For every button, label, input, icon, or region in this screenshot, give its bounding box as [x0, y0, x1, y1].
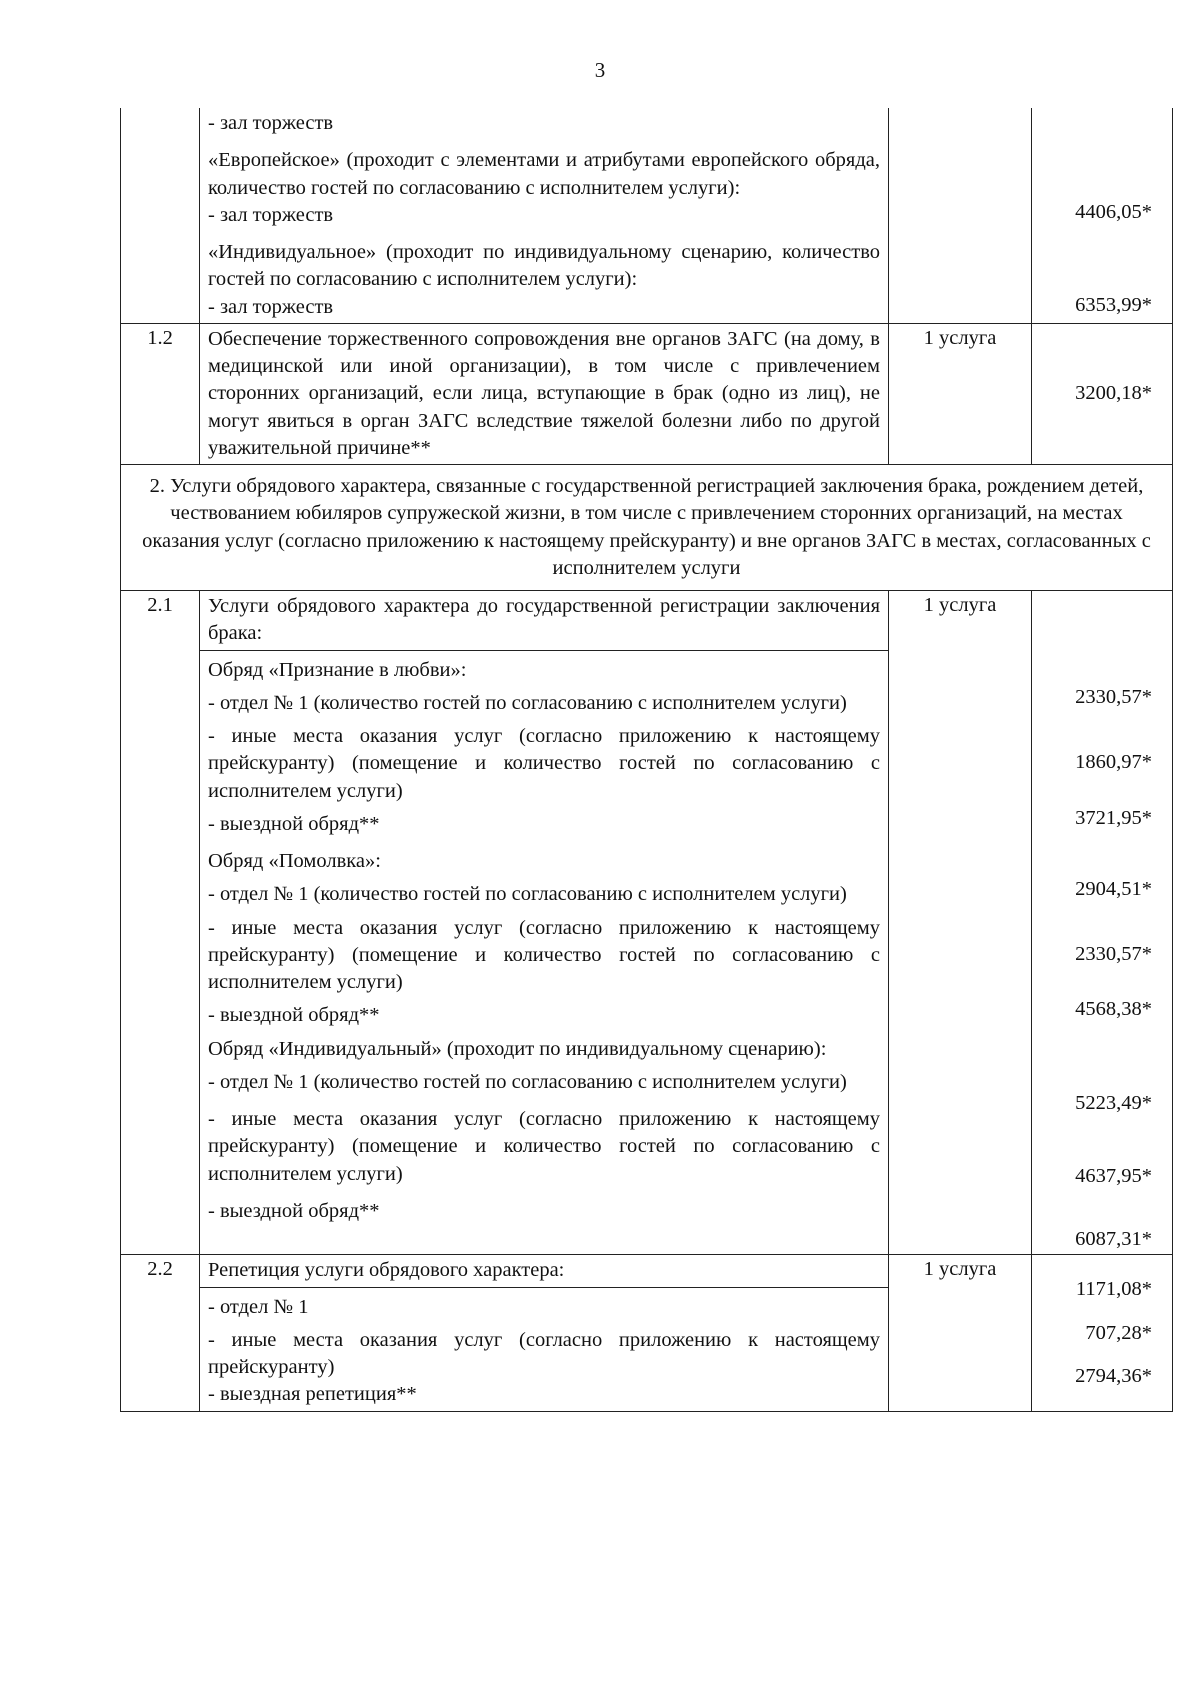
row-number-cell: 2.2	[121, 1255, 200, 1411]
unit-cell: 1 услуга	[889, 323, 1032, 464]
price-value: 2904,51*	[1075, 877, 1152, 900]
price-value: 2330,57*	[1075, 943, 1152, 965]
list-item: Обряд «Индивидуальный» (проходит по индивидуальному сценарию):	[208, 1037, 827, 1060]
list-item: - выездной обряд**	[208, 1199, 380, 1222]
price-value: 6353,99*	[1075, 294, 1152, 317]
price-value: 4637,95*	[1075, 1164, 1152, 1187]
row-number-cell	[121, 108, 200, 323]
unit-cell: 1 услуга	[889, 1255, 1032, 1411]
table-row	[121, 323, 1173, 464]
list-item: - зал торжеств	[208, 112, 334, 134]
table-row	[121, 1255, 1173, 1411]
price-value: 4568,38*	[1075, 998, 1152, 1021]
list-item: - зал торжеств	[208, 203, 334, 226]
price-cell	[1032, 108, 1173, 323]
list-item: «Индивидуальное» (проходит по индивидуальному сценарию, количество гостей по согласованию с исполнителем услуги):	[208, 241, 880, 291]
table-row	[121, 591, 1173, 1255]
row-number-cell: 2.1	[121, 591, 200, 1255]
list-item: - выездной обряд**	[208, 1004, 380, 1027]
list-item: «Европейское» (проходит с элементами и атрибутами европейского обряда, количество гостей по согласованию с исполнителем услуги):	[208, 149, 880, 199]
section-heading: 2. Услуги обрядового характера, связанные с государственной регистрацией заключения брака, рождением детей, чествованием юбиляров супружеской жизни, в том числе с привлечением сторонних организаций, на местах оказания услуг (согласно приложению к настоящему прейскуранту) и вне органов ЗАГС в местах, согласованных с исполнителем услуги	[121, 465, 1173, 591]
list-item: - иные места оказания услуг (согласно приложению к настоящему прейскуранту) (помещение и количество гостей по согласованию с исполнителем услуги)	[208, 1108, 880, 1185]
price-cell	[1032, 591, 1173, 1255]
price-value: 707,28*	[1085, 1321, 1152, 1344]
description-cell	[200, 1255, 889, 1411]
description-cell: Обеспечение торжественного сопровождения вне органов ЗАГС (на дому, в медицинской или иной организации), в том числе с привлечением сторонних организаций, если лица, вступающие в брак (одно из лиц), не могут явиться в орган ЗАГС вследствие тяжелой болезни либо по другой уважительной причине**	[200, 323, 889, 464]
price-value: 2794,36*	[1075, 1364, 1152, 1387]
unit-cell	[889, 108, 1032, 323]
row-number-cell: 1.2	[121, 323, 200, 464]
list-item: - отдел № 1 (количество гостей по согласованию с исполнителем услуги)	[208, 883, 847, 906]
price-value: 3721,95*	[1075, 806, 1152, 829]
list-item: - отдел № 1 (количество гостей по согласованию с исполнителем услуги)	[208, 1070, 847, 1093]
price-value: 5223,49*	[1075, 1091, 1152, 1114]
list-item: - отдел № 1	[208, 1295, 309, 1318]
list-item: - отдел № 1 (количество гостей по согласованию с исполнителем услуги)	[208, 691, 847, 714]
price-value: 2330,57*	[1075, 686, 1152, 708]
price-cell: 3200,18*	[1032, 323, 1173, 464]
price-value: 6087,31*	[1075, 1228, 1152, 1250]
list-item: - выездной обряд**	[208, 812, 380, 835]
list-item: - зал торжеств	[208, 295, 334, 318]
list-item: - выездная репетиция**	[208, 1383, 417, 1406]
unit-cell: 1 услуга	[889, 591, 1032, 1255]
table-row	[121, 465, 1173, 591]
price-list-table	[120, 108, 1173, 1412]
description-cell	[200, 591, 889, 1255]
subheading: Услуги обрядового характера до государственной регистрации заключения брака:	[200, 591, 888, 651]
price-value: 1860,97*	[1075, 751, 1152, 774]
list-item: Обряд «Признание в любви»:	[208, 658, 467, 681]
price-value: 1171,08*	[1075, 1278, 1152, 1301]
list-item: Обряд «Помолвка»:	[208, 850, 381, 872]
price-cell	[1032, 1255, 1173, 1411]
list-item: - иные места оказания услуг (согласно приложению к настоящему прейскуранту) (помещение и количество гостей по согласованию с исполнителем услуги)	[208, 725, 880, 802]
subheading: Репетиция услуги обрядового характера:	[200, 1255, 888, 1287]
list-item: - иные места оказания услуг (согласно приложению к настоящему прейскуранту) (помещение и количество гостей по согласованию с исполнителем услуги)	[208, 916, 880, 993]
description-cell	[200, 108, 889, 323]
list-item: - иные места оказания услуг (согласно приложению к настоящему прейскуранту)	[208, 1328, 880, 1378]
price-value: 4406,05*	[1075, 201, 1152, 223]
table-row	[121, 108, 1173, 323]
page-number: 3	[594, 58, 606, 82]
